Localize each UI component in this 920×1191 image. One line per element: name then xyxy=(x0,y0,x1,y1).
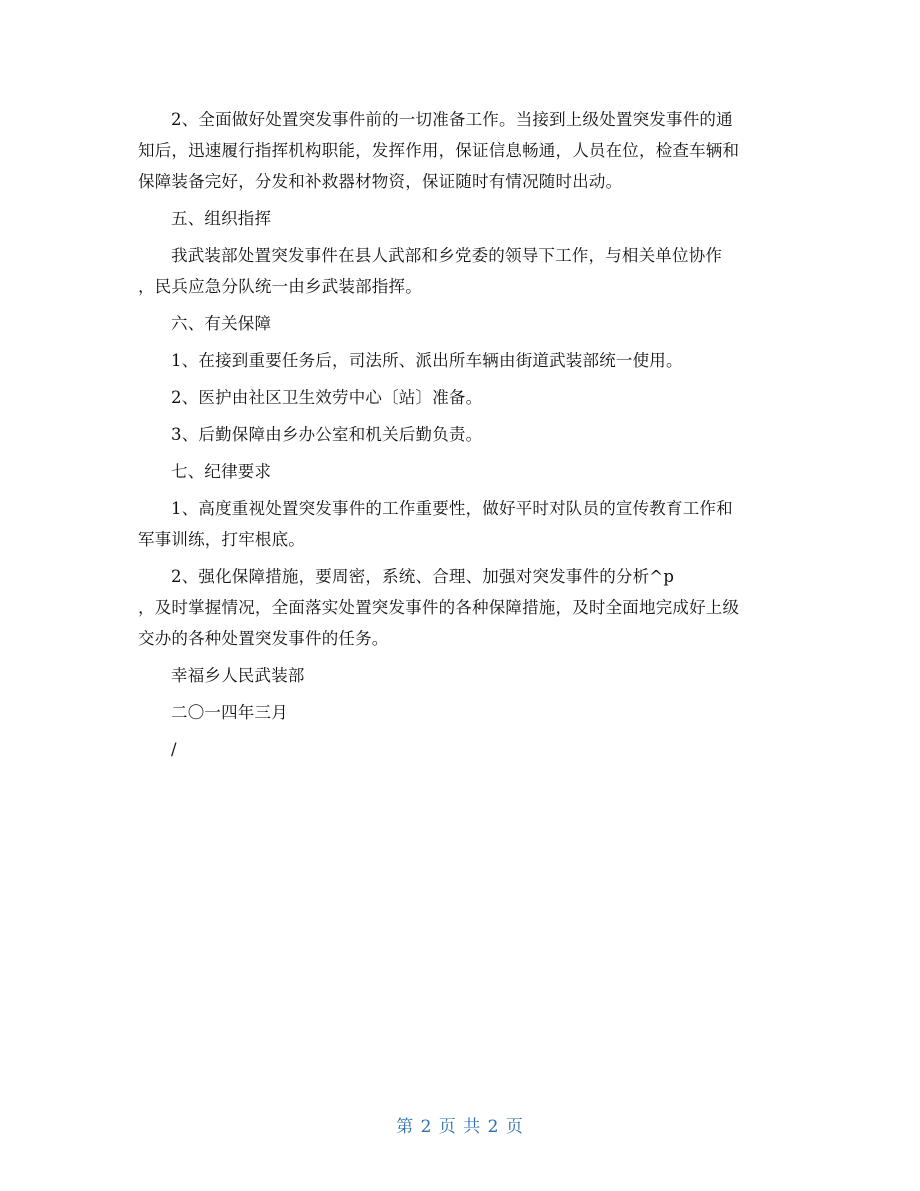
text-line: ，及时掌握情况，全面落实处置突发事件的各种保障措施，及时全面地完成好上级 xyxy=(138,598,740,617)
paragraph-command xyxy=(138,240,792,302)
section-heading-command xyxy=(138,203,792,234)
text-line: 七、纪律要求 xyxy=(171,462,272,481)
text-line: 幸福乡人民武装部 xyxy=(171,666,305,685)
text-line: ，民兵应急分队统一由乡武装部指挥。 xyxy=(138,277,422,296)
paragraph-support-3 xyxy=(138,419,792,450)
signature-date xyxy=(138,697,792,728)
section-heading-support xyxy=(138,308,792,339)
text-line: 五、组织指挥 xyxy=(171,209,272,228)
paragraph-support-2 xyxy=(138,382,792,413)
text-line: 2、医护由社区卫生效劳中心〔站〕准备。 xyxy=(171,388,483,407)
text-line: 1、高度重视处置突发事件的工作重要性，做好平时对队员的宣传教育工作和 xyxy=(171,499,733,518)
text-line: / xyxy=(171,740,177,759)
signature-organization xyxy=(138,660,792,691)
paragraph-discipline-2 xyxy=(138,561,792,654)
paragraph-preparation xyxy=(138,104,792,197)
text-line: 3、后勤保障由乡办公室和机关后勤负责。 xyxy=(171,425,483,444)
text-line: 保障装备完好，分发和补救器材物资，保证随时有情况随时出动。 xyxy=(138,172,623,191)
text-line: 军事训练，打牢根底。 xyxy=(138,530,305,549)
text-line: 2、强化保障措施，要周密，系统、合理、加强对突发事件的分析^p xyxy=(171,567,675,586)
document-body xyxy=(138,104,792,771)
text-line: 我武装部处置突发事件在县人武部和乡党委的领导下工作，与相关单位协作 xyxy=(171,246,723,265)
paragraph-discipline-1 xyxy=(138,493,792,555)
text-line: 交办的各种处置突发事件的任务。 xyxy=(138,629,389,648)
text-line: 知后，迅速履行指挥机构职能，发挥作用，保证信息畅通，人员在位，检查车辆和 xyxy=(138,141,740,160)
section-heading-discipline xyxy=(138,456,792,487)
text-line: 二〇一四年三月 xyxy=(171,703,288,722)
paragraph-support-1 xyxy=(138,345,792,376)
page-number-footer: 第 2 页 共 2 页 xyxy=(396,1117,524,1137)
text-line: 1、在接到重要任务后，司法所、派出所车辆由街道武装部统一使用。 xyxy=(171,351,683,370)
text-line: 六、有关保障 xyxy=(171,314,272,333)
trailing-slash xyxy=(138,734,792,765)
text-line: 2、全面做好处置突发事件前的一切准备工作。当接到上级处置突发事件的通 xyxy=(171,110,733,129)
